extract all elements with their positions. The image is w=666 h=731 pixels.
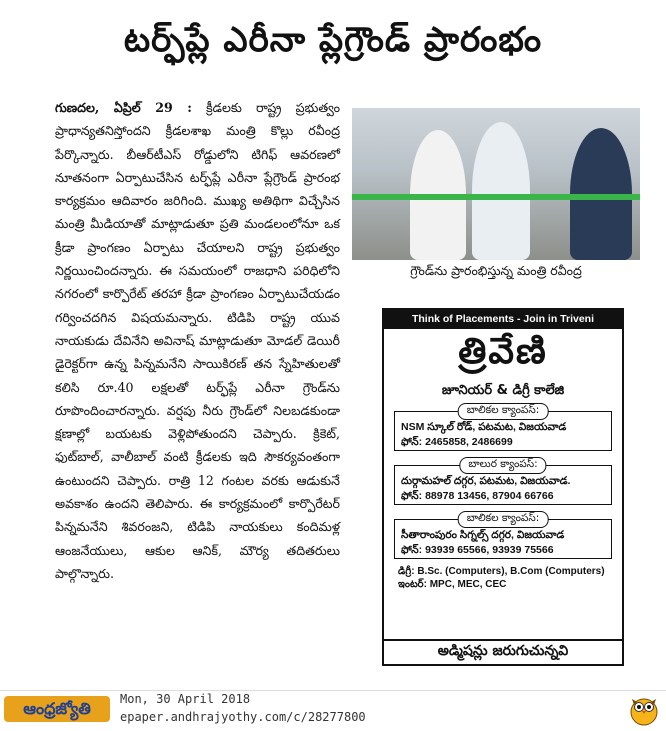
article-photo <box>352 108 640 260</box>
ad-subtitle: జూనియర్ & డిగ్రీ కాలేజి <box>441 383 565 398</box>
ad-logo: త్రివేణి <box>458 331 548 372</box>
campus-phone: ఫోన్: 88978 13456, 87904 66766 <box>401 490 554 502</box>
owl-mascot-icon <box>628 692 660 726</box>
campus-title: బాలికల క్యాంపస్: <box>458 403 549 420</box>
campus-title: బాలుర క్యాంపస్: <box>459 457 546 474</box>
ad-campus-3 <box>394 512 612 559</box>
campus-address: దుర్గామహల్ దగ్గర, పటమట, విజయవాడ. <box>401 475 571 487</box>
ad-campus-1 <box>394 404 612 451</box>
campus-phone: ఫోన్: 2465858, 2486699 <box>401 436 513 448</box>
ad-campus-2 <box>394 458 612 505</box>
photo-ribbon <box>352 194 640 200</box>
ad-tagline: Think of Placements - Join in Triveni <box>384 310 622 329</box>
ad-degree-courses: డిగ్రీ: B.Sc. (Computers), B.Com (Computers) <box>398 566 605 577</box>
ad-admissions-banner: అడ్మిషన్లు జరుగుచున్నవి <box>384 639 622 664</box>
article-body <box>55 96 340 585</box>
campus-address: NSM స్కూల్ రోడ్, పటమట, విజయవాడ <box>401 421 567 433</box>
college-advertisement <box>382 308 624 666</box>
footer-date: Mon, 30 April 2018 <box>120 692 251 706</box>
footer-url[interactable]: epaper.andhrajyothy.com/c/28277800 <box>120 710 366 724</box>
campus-address: సీతారాంపురం సిగ్నల్స్ దగ్గర, విజయవాడ <box>401 529 565 541</box>
andhrajyothy-logo[interactable]: ఆంధ్రజ్యోతి <box>4 696 110 722</box>
article-headline: టర్ఫ్‌ప్లే ఎరీనా ప్లేగ్రౌండ్ ప్రారంభం <box>123 20 543 60</box>
article-body-text: క్రీడలకు రాష్ట్ర ప్రభుత్వం ప్రాధాన్యతనిస్తోందని క్రీడలశాఖ మంత్రి కొల్లు రవీంద్ర పేర్కొన్నారు. బీఆర్‌టీఎస్ రోడ్డులోని టిగిఫ్ ఆవరణలో నూతనంగా ఏర్పాటుచేసిన టర్ఫ్‌ప్లే ఎరీనా ప్లేగ్రౌండ్ ప్రారంభ కార్యక్రమం ఆదివారం జరిగింది. ముఖ్య అతిథిగా విచ్చేసిన మంత్రి మీడియాతో మాట్లాడుతూ ప్రతి మండలంలోనూ ఒక క్రీడా ప్రాంగణం ఏర్పాటు చేయాలని రాష్ట్ర ప్రభుత్వం నిర్ణయించిందన్నారు. ఈ సమయంలో రాజధాని పరిధిలోని నగరంలో కార్పొరేట్ తరహా క్రీడా ప్రాంగణం ఏర్పాటుచేయడం గర్వించదగిన విషయమన్నారు. టిడిపి రాష్ట్ర యువ నాయకుడు దేవినేని అవినాష్ మాట్లాడుతూ మోడల్ డెయిరీ డైరెక్టర్‌గా ఉన్న పిన్నమనేని సాయికిరణ్ తన స్నేహితులతో కలిసి రూ.40 లక్షలతో టర్ఫ్‌ప్లే ఎరీనా గ్రౌండ్‌ను రూపొందించారన్నారు. వర్షపు నీరు గ్రౌండ్‌లో నిలబడకుండా క్షణాల్లో బయటకు వెళ్లిపోతుందని చెప్పారు. క్రికెట్, ఫుట్‌బాల్, వాలీబాల్ వంటి క్రీడలకు ఇది సౌకర్యవంతంగా ఉంటుందని చెప్పారు. రాత్రి 12 గంటల వరకు ఆడుకునే అవకాశం ఉందని తెలిపారు. ఈ కార్యక్రమంలో కార్పొరేటర్ పిన్నమనేని శివరంజని, టిడిపి నాయకులు కందిమళ్ల ఆంజనేయులు, ఆకుల ఆనిక్, మౌర్య తదితరులు పాల్గొన్నారు. <box>55 100 340 581</box>
article-dateline: గుణదల, ఏప్రిల్ 29 : <box>55 100 192 115</box>
campus-phone: ఫోన్: 93939 65566, 93939 75566 <box>401 544 554 556</box>
photo-person-center <box>472 122 530 260</box>
campus-title: బాలికల క్యాంపస్: <box>458 511 549 528</box>
photo-caption: గ్రౌండ్‌ను ప్రారంభిస్తున్న మంత్రి రవీంద్ర <box>410 263 582 278</box>
ad-inter-courses: ఇంటర్: MPC, MEC, CEC <box>398 579 507 590</box>
